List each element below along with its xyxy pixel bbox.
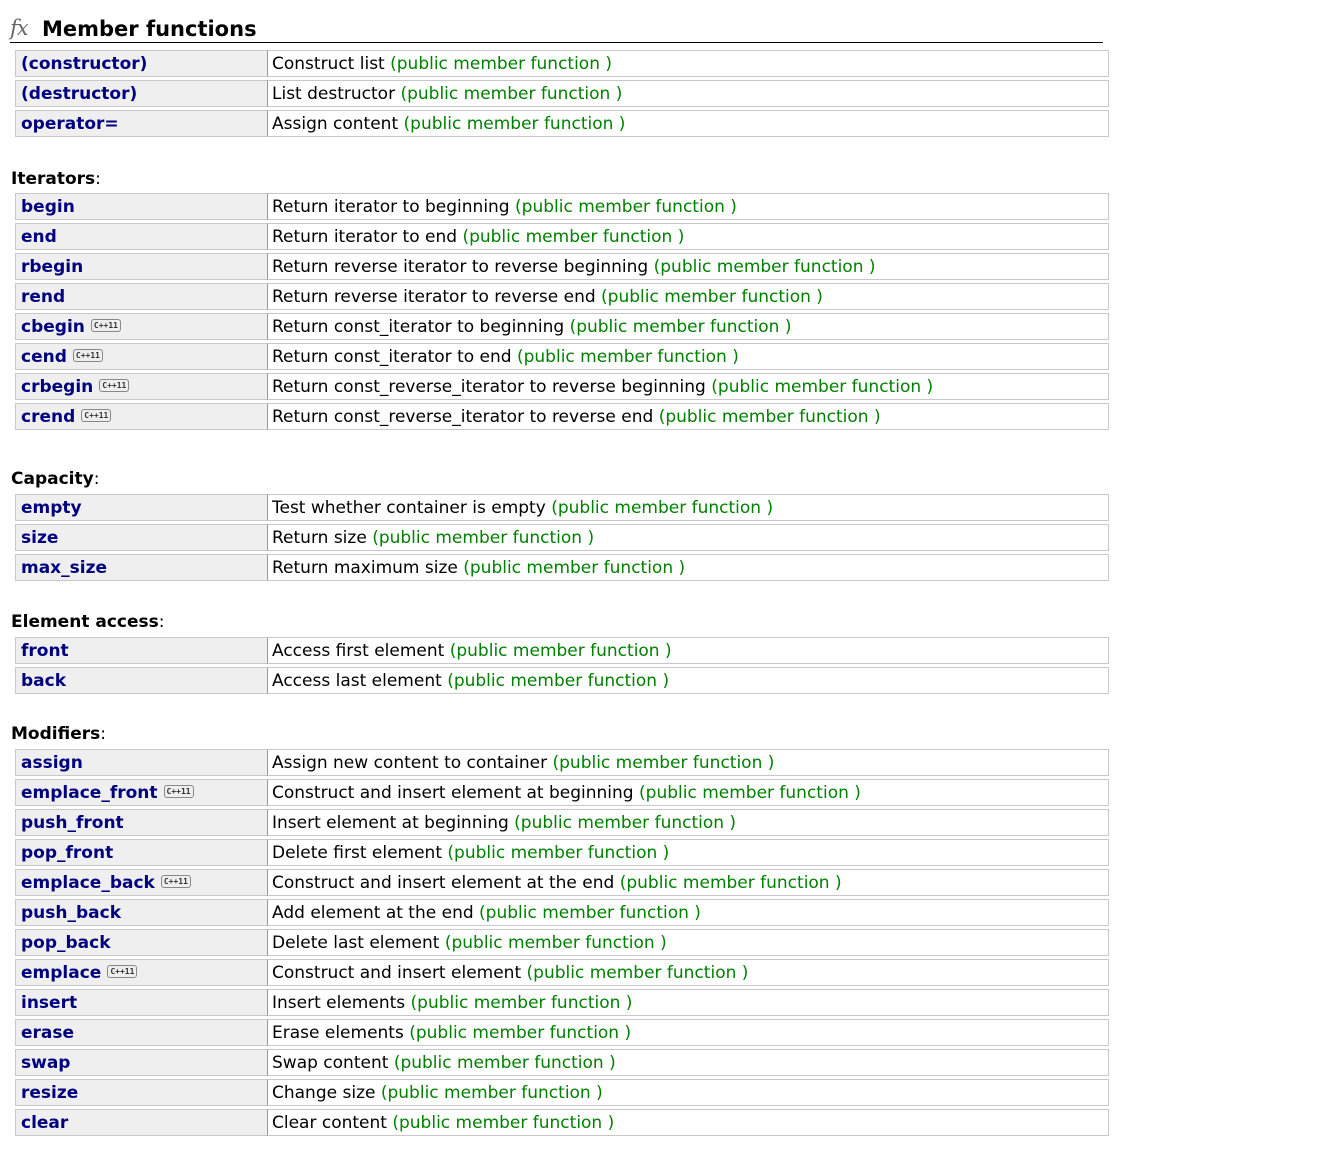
function-description-cell bbox=[268, 313, 1109, 340]
member-type-note: (public member function ) bbox=[380, 1082, 603, 1103]
function-name-cell[interactable] bbox=[15, 1109, 268, 1136]
function-name-cell[interactable] bbox=[15, 253, 268, 280]
function-table bbox=[15, 190, 1109, 433]
member-type-note: (public member function ) bbox=[390, 53, 613, 74]
page-title: Member functions bbox=[42, 17, 257, 41]
function-name-link[interactable]: max_size bbox=[21, 557, 108, 578]
function-description-cell bbox=[268, 1109, 1109, 1136]
cpp11-badge: C++11 bbox=[161, 875, 191, 888]
function-description: Access first element bbox=[272, 640, 445, 661]
function-name-cell[interactable] bbox=[15, 809, 268, 836]
cpp11-badge: C++11 bbox=[91, 319, 121, 332]
member-type-note: (public member function ) bbox=[552, 752, 775, 773]
function-description: Erase elements bbox=[272, 1022, 404, 1043]
section-label bbox=[11, 169, 101, 189]
function-name-cell[interactable] bbox=[15, 959, 268, 986]
function-name-cell[interactable] bbox=[15, 749, 268, 776]
member-type-note: (public member function ) bbox=[551, 497, 774, 518]
function-description: Construct and insert element at beginning bbox=[272, 782, 634, 803]
function-name-cell[interactable] bbox=[15, 223, 268, 250]
function-name-cell[interactable] bbox=[15, 494, 268, 521]
function-name-cell[interactable] bbox=[15, 313, 268, 340]
table-row bbox=[15, 1019, 1109, 1046]
table-row bbox=[15, 253, 1109, 280]
table-row bbox=[15, 283, 1109, 310]
section-label bbox=[11, 724, 106, 744]
function-description: Return maximum size bbox=[272, 557, 458, 578]
function-name-cell[interactable] bbox=[15, 899, 268, 926]
function-description: Return size bbox=[272, 527, 367, 548]
function-name-cell[interactable] bbox=[15, 193, 268, 220]
function-name-cell[interactable] bbox=[15, 80, 268, 107]
cpp11-badge: C++11 bbox=[164, 785, 194, 798]
function-description: Delete first element bbox=[272, 842, 442, 863]
function-name-cell[interactable] bbox=[15, 110, 268, 137]
function-name-cell[interactable] bbox=[15, 283, 268, 310]
function-name-cell[interactable] bbox=[15, 869, 268, 896]
function-name-link[interactable]: rbegin bbox=[21, 256, 84, 277]
table-row bbox=[15, 313, 1109, 340]
table-row bbox=[15, 223, 1109, 250]
function-description: Access last element bbox=[272, 670, 442, 691]
table-row bbox=[15, 1079, 1109, 1106]
member-type-note: (public member function ) bbox=[653, 256, 876, 277]
function-description: Return const_reverse_iterator to reverse end bbox=[272, 406, 654, 427]
member-type-note: (public member function ) bbox=[515, 196, 737, 217]
member-type-note: (public member function ) bbox=[447, 670, 670, 691]
function-description-cell bbox=[268, 283, 1109, 310]
section-label-text: Modifiers bbox=[11, 724, 101, 744]
member-type-note: (public member function ) bbox=[393, 1052, 616, 1073]
function-description-cell bbox=[268, 869, 1109, 896]
function-name-link[interactable]: pop_back bbox=[21, 932, 111, 953]
function-name-link[interactable]: cbegin bbox=[21, 316, 85, 337]
table-row bbox=[15, 494, 1109, 521]
function-description-cell bbox=[268, 193, 1109, 220]
function-name-cell[interactable] bbox=[15, 1049, 268, 1076]
table-row bbox=[15, 899, 1109, 926]
function-description-cell bbox=[268, 1019, 1109, 1046]
function-description: Return reverse iterator to reverse beginning bbox=[272, 256, 649, 277]
table-row bbox=[15, 989, 1109, 1016]
member-type-note: (public member function ) bbox=[711, 376, 934, 397]
table-row bbox=[15, 50, 1109, 77]
function-description-cell bbox=[268, 253, 1109, 280]
function-description: Return iterator to beginning bbox=[272, 196, 510, 217]
function-name-link[interactable]: (destructor) bbox=[21, 83, 138, 104]
member-type-note: (public member function ) bbox=[639, 782, 861, 803]
function-name-link[interactable]: crbegin bbox=[21, 376, 94, 397]
table-row bbox=[15, 373, 1109, 400]
member-type-note: (public member function ) bbox=[392, 1112, 615, 1133]
function-description-cell bbox=[268, 779, 1109, 806]
function-name-cell[interactable] bbox=[15, 989, 268, 1016]
function-description-cell bbox=[268, 749, 1109, 776]
function-name-link[interactable]: cend bbox=[21, 346, 67, 367]
function-name-cell[interactable] bbox=[15, 779, 268, 806]
section-label bbox=[11, 612, 165, 632]
function-name-link[interactable]: clear bbox=[21, 1112, 69, 1133]
member-type-note: (public member function ) bbox=[409, 1022, 632, 1043]
function-description: Construct and insert element bbox=[272, 962, 522, 983]
member-type-note: (public member function ) bbox=[410, 992, 633, 1013]
function-description: Return const_iterator to beginning bbox=[272, 316, 565, 337]
function-name-cell[interactable] bbox=[15, 50, 268, 77]
function-description: Return const_iterator to end bbox=[272, 346, 512, 367]
member-type-note: (public member function ) bbox=[462, 226, 685, 247]
member-functions-header bbox=[10, 14, 1103, 43]
function-name-cell[interactable] bbox=[15, 1079, 268, 1106]
function-table bbox=[15, 491, 1109, 584]
table-row bbox=[15, 193, 1109, 220]
section-label-colon: : bbox=[95, 169, 101, 189]
function-description: Assign content bbox=[272, 113, 399, 134]
table-row bbox=[15, 1049, 1109, 1076]
member-type-note: (public member function ) bbox=[658, 406, 881, 427]
table-row bbox=[15, 110, 1109, 137]
section-label-text: Iterators bbox=[11, 169, 96, 189]
function-name-link[interactable]: push_back bbox=[21, 902, 122, 923]
function-description: Insert elements bbox=[272, 992, 406, 1013]
member-type-note: (public member function ) bbox=[449, 640, 672, 661]
table-row bbox=[15, 524, 1109, 551]
function-description-cell bbox=[268, 110, 1109, 137]
function-name-link[interactable]: back bbox=[21, 670, 67, 691]
function-name-link[interactable]: insert bbox=[21, 992, 78, 1013]
function-description-cell bbox=[268, 403, 1109, 430]
function-table bbox=[15, 746, 1109, 1139]
function-name-cell[interactable] bbox=[15, 373, 268, 400]
function-description: Clear content bbox=[272, 1112, 387, 1133]
function-description: Insert element at beginning bbox=[272, 812, 509, 833]
function-description-cell bbox=[268, 223, 1109, 250]
table-row bbox=[15, 554, 1109, 581]
section-label bbox=[11, 469, 99, 489]
function-name-cell[interactable] bbox=[15, 637, 268, 664]
function-name-cell[interactable] bbox=[15, 554, 268, 581]
cpp11-badge: C++11 bbox=[73, 349, 103, 362]
function-description-cell bbox=[268, 959, 1109, 986]
table-row bbox=[15, 809, 1109, 836]
function-description: Swap content bbox=[272, 1052, 389, 1073]
function-name-link[interactable]: crend bbox=[21, 406, 76, 427]
function-description-cell bbox=[268, 554, 1109, 581]
member-type-note: (public member function ) bbox=[569, 316, 792, 337]
member-type-note: (public member function ) bbox=[372, 527, 595, 548]
function-name-link[interactable]: front bbox=[21, 640, 69, 661]
function-name-cell[interactable] bbox=[15, 667, 268, 694]
function-name-link[interactable]: swap bbox=[21, 1052, 71, 1073]
function-description-cell bbox=[268, 524, 1109, 551]
function-name-cell[interactable] bbox=[15, 929, 268, 956]
fx-icon: fx bbox=[10, 16, 28, 40]
member-type-note: (public member function ) bbox=[447, 842, 670, 863]
function-name-link[interactable]: (constructor) bbox=[21, 53, 148, 74]
function-name-link[interactable]: rend bbox=[21, 286, 66, 307]
section-label-text: Element access bbox=[11, 612, 159, 632]
table-row bbox=[15, 667, 1109, 694]
function-description: Return const_reverse_iterator to reverse beginning bbox=[272, 376, 706, 397]
table-row bbox=[15, 959, 1109, 986]
member-type-note: (public member function ) bbox=[619, 872, 842, 893]
member-type-note: (public member function ) bbox=[526, 962, 749, 983]
function-name-link[interactable]: begin bbox=[21, 196, 75, 217]
function-name-link[interactable]: pop_front bbox=[21, 842, 114, 863]
member-type-note: (public member function ) bbox=[400, 83, 623, 104]
member-type-note: (public member function ) bbox=[479, 902, 701, 923]
member-type-note: (public member function ) bbox=[403, 113, 626, 134]
function-description: Assign new content to container bbox=[272, 752, 548, 773]
cpp11-badge: C++11 bbox=[81, 409, 111, 422]
section-label-colon: : bbox=[100, 724, 106, 744]
function-description-cell bbox=[268, 989, 1109, 1016]
function-description: Return iterator to end bbox=[272, 226, 458, 247]
function-name-link[interactable]: push_front bbox=[21, 812, 124, 833]
function-description-cell bbox=[268, 80, 1109, 107]
function-description-cell bbox=[268, 1049, 1109, 1076]
function-table bbox=[15, 47, 1109, 140]
section-label-colon: : bbox=[158, 612, 165, 632]
function-description-cell bbox=[268, 50, 1109, 77]
table-row bbox=[15, 869, 1109, 896]
function-name-link[interactable]: assign bbox=[21, 752, 83, 773]
function-name-link[interactable]: emplace_front bbox=[21, 782, 158, 803]
function-name-cell[interactable] bbox=[15, 343, 268, 370]
member-type-note: (public member function ) bbox=[463, 557, 686, 578]
function-description-cell bbox=[268, 899, 1109, 926]
table-row bbox=[15, 80, 1109, 107]
function-description: Add element at the end bbox=[272, 902, 474, 923]
function-description-cell bbox=[268, 667, 1109, 694]
function-description: List destructor bbox=[272, 83, 396, 104]
function-table bbox=[15, 634, 1109, 697]
function-name-link[interactable]: end bbox=[21, 226, 57, 247]
function-description: Return reverse iterator to reverse end bbox=[272, 286, 596, 307]
member-type-note: (public member function ) bbox=[601, 286, 823, 307]
function-description-cell bbox=[268, 839, 1109, 866]
section-label-colon: : bbox=[93, 469, 100, 489]
function-name-link[interactable]: emplace_back bbox=[21, 872, 155, 893]
function-description: Construct list bbox=[272, 53, 385, 74]
function-description-cell bbox=[268, 637, 1109, 664]
function-description: Delete last element bbox=[272, 932, 440, 953]
function-description-cell bbox=[268, 373, 1109, 400]
table-row bbox=[15, 403, 1109, 430]
function-description-cell bbox=[268, 494, 1109, 521]
function-description: Test whether container is empty bbox=[272, 497, 546, 518]
function-description-cell bbox=[268, 1079, 1109, 1106]
function-name-cell[interactable] bbox=[15, 524, 268, 551]
function-name-link[interactable]: resize bbox=[21, 1082, 79, 1103]
member-type-note: (public member function ) bbox=[444, 932, 667, 953]
function-description-cell bbox=[268, 929, 1109, 956]
section-label-text: Capacity bbox=[11, 469, 94, 489]
member-type-note: (public member function ) bbox=[516, 346, 739, 367]
cpp11-badge: C++11 bbox=[107, 965, 137, 978]
function-description: Change size bbox=[272, 1082, 376, 1103]
function-name-link[interactable]: size bbox=[21, 527, 59, 548]
function-name-cell[interactable] bbox=[15, 1019, 268, 1046]
function-name-link[interactable]: operator= bbox=[21, 113, 119, 134]
member-type-note: (public member function ) bbox=[514, 812, 737, 833]
cpp11-badge: C++11 bbox=[99, 379, 129, 392]
table-row bbox=[15, 637, 1109, 664]
function-name-link[interactable]: empty bbox=[21, 497, 82, 518]
table-row bbox=[15, 1109, 1109, 1136]
table-row bbox=[15, 839, 1109, 866]
function-name-cell[interactable] bbox=[15, 403, 268, 430]
function-name-cell[interactable] bbox=[15, 839, 268, 866]
table-row bbox=[15, 929, 1109, 956]
function-name-link[interactable]: erase bbox=[21, 1022, 75, 1043]
function-description-cell bbox=[268, 809, 1109, 836]
table-row bbox=[15, 343, 1109, 370]
function-description-cell bbox=[268, 343, 1109, 370]
table-row bbox=[15, 779, 1109, 806]
table-row bbox=[15, 749, 1109, 776]
function-description: Construct and insert element at the end bbox=[272, 872, 615, 893]
function-name-link[interactable]: emplace bbox=[21, 962, 102, 983]
